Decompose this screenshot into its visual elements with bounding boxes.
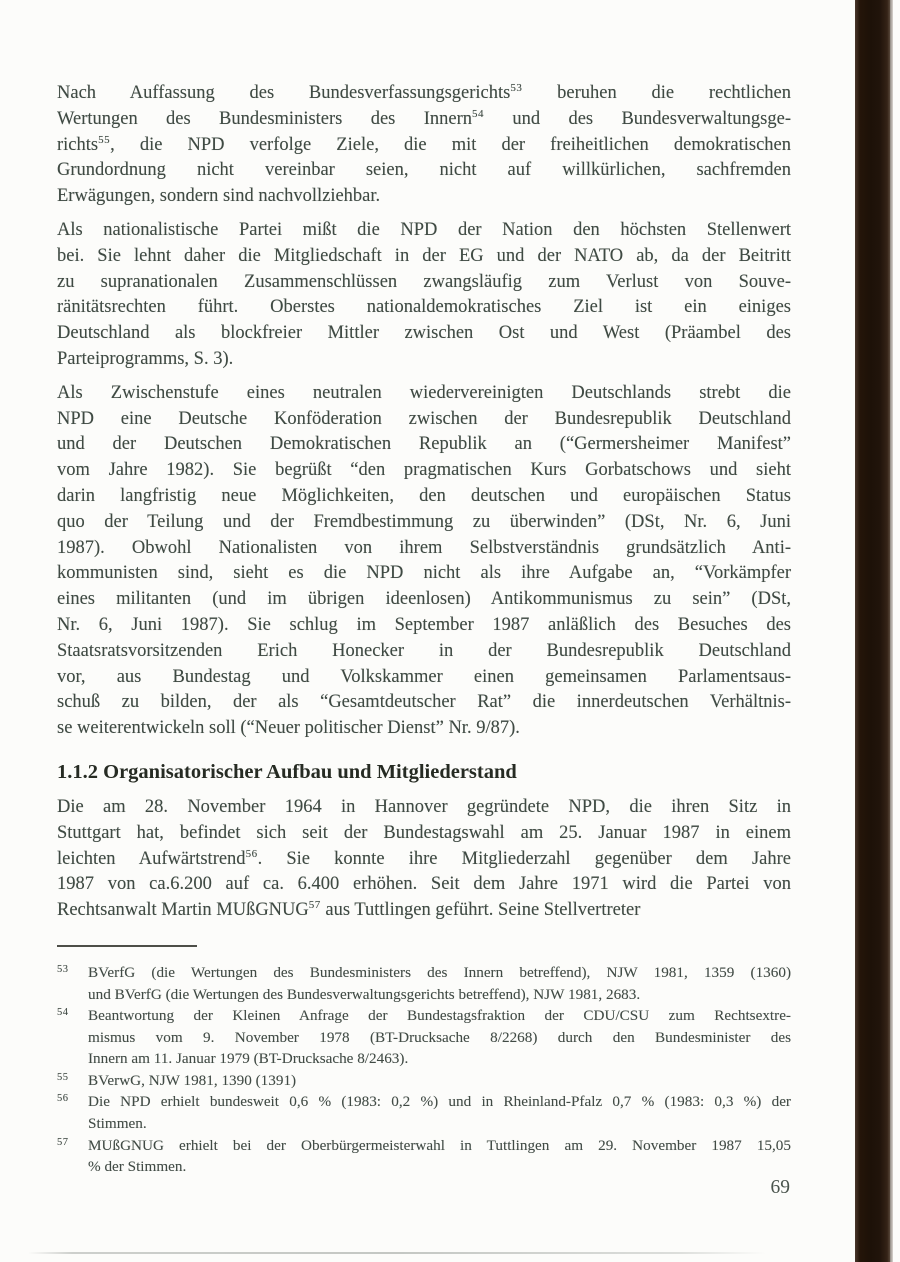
footnote-number: 56 (57, 1093, 69, 1105)
page-text-column (57, 81, 791, 1178)
footnote-number: 54 (57, 1007, 69, 1019)
footnote-item (57, 1070, 791, 1092)
footnote-line: BVerfG (die Wertungen des Bundesministers des Innern betreffend), NJW 1981, 1359 (1360) (88, 963, 791, 981)
footnote-number: 57 (57, 1136, 69, 1148)
text-line: richts$^{55}$, die NPD verfolge Ziele, die mit der freiheitlichen demokratischen (57, 133, 791, 155)
footnote-line: Innern am 11. Januar 1979 (BT-Drucksache 8/2463). (88, 1050, 409, 1068)
footnote-separator-rule (57, 945, 197, 947)
footnote-line: MUßGNUG erhielt bei der Oberbürgermeisterwahl in Tuttlingen am 29. November 1987 15,05 (88, 1136, 791, 1154)
text-line: Rechtsanwalt Martin MUßGNUG$^{57}$ aus Tuttlingen geführt. Seine Stellvertreter (57, 899, 641, 921)
footnote-line: Die NPD erhielt bundesweit 0,6 % (1983: 0,2 %) und in Rheinland-Pfalz 0,7 % (1983: 0,3 %) der (88, 1093, 791, 1111)
footnote-item (57, 1135, 791, 1178)
footnote-ref: 55 (98, 133, 111, 146)
footnote-line: Stimmen. (88, 1115, 147, 1133)
text-line: vom Jahre 1982). Sie begrüßt “den pragmatischen Kurs Gorbatschows und sieht (57, 460, 791, 481)
text-line: Als Zwischenstufe eines neutralen wiedervereinigten Deutschlands strebt die (57, 382, 791, 403)
footnote-number: 55 (57, 1071, 69, 1083)
footnote-list (57, 962, 791, 1178)
text-line: schuß zu bilden, der als “Gesamtdeutscher Rat” die innerdeutschen Verhältnis- (57, 692, 791, 713)
text-line: se weiterentwickeln soll (“Neuer politischer Dienst” Nr. 9/87). (57, 718, 520, 739)
text-line: Deutschland als blockfreier Mittler zwischen Ost und West (Präambel des (57, 323, 791, 344)
text-line: Wertungen des Bundesministers des Innern$^{54}$ und des Bundesverwaltungsge- (57, 107, 791, 129)
body-content (57, 81, 791, 924)
footnote-line: % der Stimmen. (88, 1158, 187, 1176)
text-line: bei. Sie lehnt daher die Mitgliedschaft in der EG und der NATO ab, da der Beitritt (57, 245, 791, 266)
text-line: quo der Teilung und der Fremdbestimmung zu überwinden” (DSt, Nr. 6, Juni (57, 511, 791, 532)
body-paragraph (57, 381, 791, 742)
footnote-line: Beantwortung der Kleinen Anfrage der Bundestagsfraktion der CDU/CSU zum Rechtsextre- (88, 1007, 791, 1025)
text-line: Erwägungen, sondern sind nachvollziehbar. (57, 186, 381, 207)
text-line: Grundordnung nicht vereinbar seien, nicht auf willkürlichen, sachfremden (57, 160, 791, 181)
footnote-item (57, 1005, 791, 1070)
text-line: 1987). Obwohl Nationalisten von ihrem Selbstverständnis grundsätzlich Anti- (57, 537, 791, 558)
footnote-ref: 53 (510, 82, 523, 94)
body-paragraph (57, 81, 791, 210)
text-line: Nr. 6, Juni 1987). Sie schlug im September 1987 anläßlich des Besuches des (57, 614, 791, 635)
text-line: Stuttgart hat, befindet sich seit der Bundestagswahl am 25. Januar 1987 in einem (57, 822, 791, 843)
binding-edge-highlight (890, 0, 893, 1262)
footnote-line: BVerwG, NJW 1981, 1390 (1391) (88, 1071, 297, 1089)
footnote-ref: 57 (308, 899, 321, 912)
text-line: NPD eine Deutsche Konföderation zwischen der Bundesrepublik Deutschland (57, 408, 791, 429)
page-bottom-edge-shadow (28, 1252, 766, 1254)
text-line: Nach Auffassung des Bundesverfassungsgerichts$^{53}$ beruhen die rechtlichen (57, 82, 791, 103)
footnote-ref: 54 (472, 107, 485, 120)
page-number: 69 (770, 1177, 790, 1198)
footnote-item (57, 1091, 791, 1134)
footnote-number: 53 (57, 963, 69, 975)
text-line: eines militanten (und im übrigen ideenlosen) Antikommunismus zu sein” (DSt, (57, 589, 791, 610)
section-heading: 1.1.2 Organisatorischer Aufbau und Mitgliederstand (57, 760, 517, 783)
book-binding-shadow (855, 0, 890, 1262)
text-line: und der Deutschen Demokratischen Republik an (“Germersheimer Manifest” (57, 434, 791, 455)
text-line: Als nationalistische Partei mißt die NPD der Nation den höchsten Stellenwert (57, 219, 791, 240)
text-line: darin langfristig neue Möglichkeiten, den deutschen und europäischen Status (57, 485, 791, 506)
text-line: Die am 28. November 1964 in Hannover gegründete NPD, die ihren Sitz in (57, 796, 791, 817)
body-paragraph (57, 795, 791, 924)
text-line: kommunisten sind, sieht es die NPD nicht als ihre Aufgabe an, “Vorkämpfer (57, 563, 791, 584)
footnote-line: mismus vom 9. November 1978 (BT-Drucksache 8/2268) durch den Bundesminister des (88, 1028, 791, 1046)
text-line: zu supranationalen Zusammenschlüssen zwangsläufig zum Verlust von Souve- (57, 271, 791, 292)
text-line: Staatsratsvorsitzenden Erich Honecker in der Bundesrepublik Deutschland (57, 640, 791, 661)
footnote-item (57, 962, 791, 1005)
text-line: vor, aus Bundestag und Volkskammer einen gemeinsamen Parlamentsaus- (57, 666, 791, 687)
footnotes-section (57, 945, 791, 1178)
footnote-line: und BVerfG (die Wertungen des Bundesverwaltungsgerichts betreffend), NJW 1981, 2683. (88, 985, 641, 1003)
text-line: 1987 von ca.6.200 auf ca. 6.400 erhöhen. Seit dem Jahre 1971 wird die Partei von (57, 874, 791, 895)
text-line: leichten Aufwärtstrend$^{56}$. Sie konnte ihre Mitgliederzahl gegenüber dem Jahre (57, 847, 791, 869)
body-paragraph (57, 218, 791, 373)
footnote-ref: 56 (245, 847, 258, 860)
text-line: Parteiprogramms, S. 3). (57, 348, 234, 369)
text-line: ränitätsrechten führt. Oberstes nationaldemokratisches Ziel ist ein einiges (57, 297, 791, 318)
